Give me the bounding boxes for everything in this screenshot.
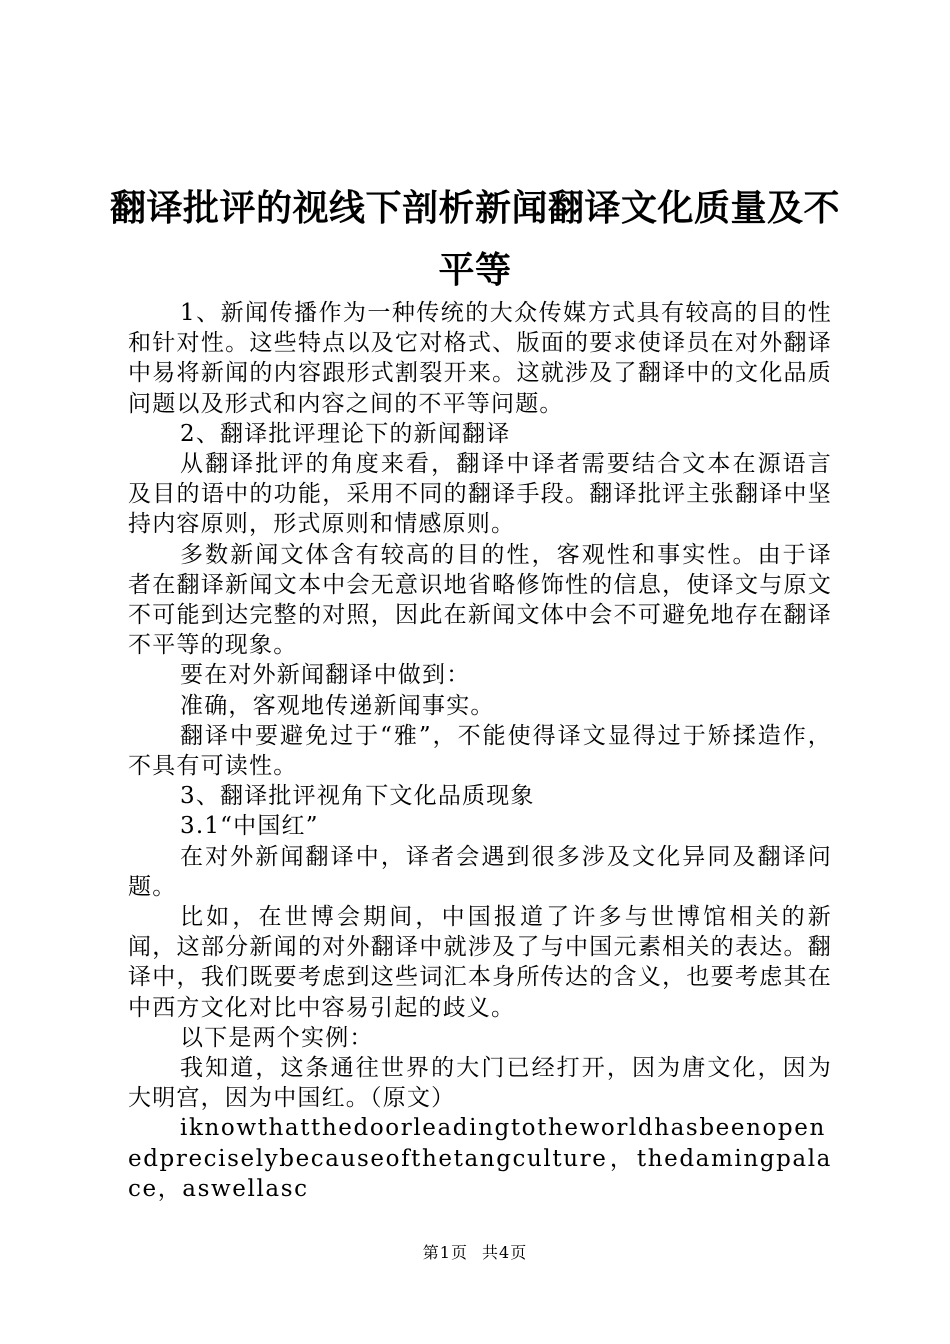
paragraph-9: 以下是两个实例：: [180, 1024, 374, 1051]
subsection-heading-3-1: 3.1“中国红”: [180, 813, 319, 840]
paragraph-5: 准确，客观地传递新闻事实。: [180, 692, 495, 719]
section-heading-3: 3、翻译批评视角下文化品质现象: [180, 783, 535, 810]
page-number: 第1页: [422, 1243, 468, 1262]
paragraph-6: 翻译中要避免过于“雅”，不能使得译文显得过于矫揉造作，不具有可读性。: [128, 722, 832, 780]
section-heading-2: 2、翻译批评理论下的新闻翻译: [180, 420, 511, 447]
paragraph-2: 从翻译批评的角度来看，翻译中译者需要结合文本在源语言及目的语中的功能，采用不同的翻译手段。翻译批评主张翻译中坚持内容原则，形式原则和情感原则。: [128, 451, 832, 538]
paragraph-3: 多数新闻文体含有较高的目的性，客观性和事实性。由于译者在翻译新闻文本中会无意识地省略修饰性的信息，使译文与原文不可能到达完整的对照，因此在新闻文体中会不可避免地存在翻译不平等的现象。: [128, 541, 832, 659]
page-total: 共4页: [482, 1243, 528, 1262]
page-footer: [0, 1243, 950, 1263]
example-translation: iknowthatthedoorleadingtotheworldhasbeenopenedpreciselybecauseofthetangculture，thedamingpalace，aswellasc: [128, 1115, 832, 1202]
example-original: 我知道，这条通往世界的大门已经打开，因为唐文化，因为大明宫，因为中国红。（原文）: [128, 1055, 832, 1112]
paragraph-8: 比如，在世博会期间，中国报道了许多与世博馆相关的新闻，这部分新闻的对外翻译中就涉及了与中国元素相关的表达。翻译中，我们既要考虑到这些词汇本身所传达的含义，也要考虑其在中西方文化对比中容易引起的歧义。: [128, 904, 832, 1021]
paragraph-1: 1、新闻传播作为一种传统的大众传媒方式具有较高的目的性和针对性。这些特点以及它对格式、版面的要求使译员在对外翻译中易将新闻的内容跟形式割裂开来。这就涉及了翻译中的文化品质问题以及形式和内容之间的不平等问题。: [128, 300, 832, 417]
paragraph-4: 要在对外新闻翻译中做到：: [180, 662, 471, 689]
document-body: [128, 298, 832, 1204]
document-title: 翻译批评的视线下剖析新闻翻译文化质量及不平等: [110, 188, 841, 291]
paragraph-7: 在对外新闻翻译中，译者会遇到很多涉及文化异同及翻译问题。: [128, 843, 832, 900]
